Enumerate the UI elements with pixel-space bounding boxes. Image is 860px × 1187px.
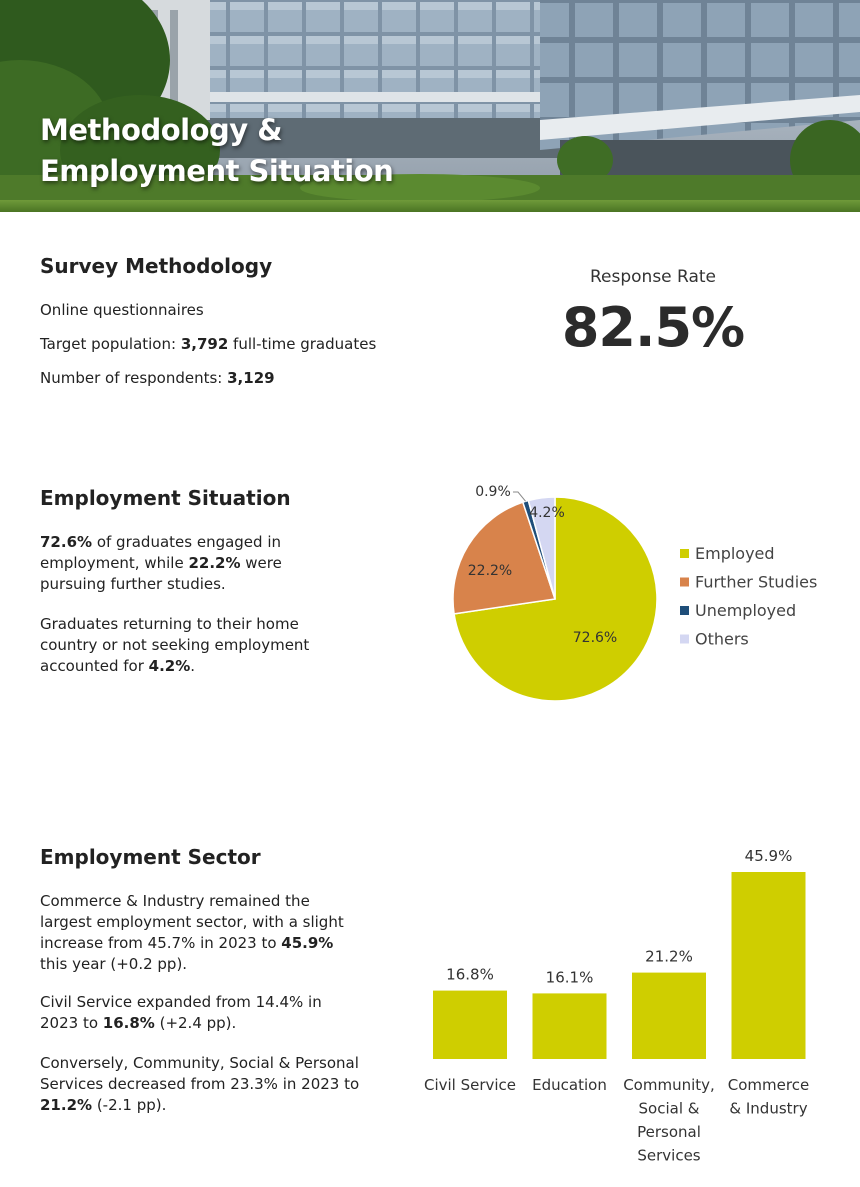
sector-paragraph-commerce: [40, 891, 360, 975]
employment-situation-heading: Employment Situation: [40, 486, 291, 510]
sector-text-1-end: this year (+0.2 pp).: [40, 955, 188, 973]
page-title-line2: Employment Situation: [40, 154, 394, 188]
pie-label-further-studies: 22.2%: [467, 563, 513, 579]
bar-civil-service: [433, 991, 507, 1059]
bar-chart-svg: [410, 836, 860, 1181]
bar-value-label-commerce-industry: 45.9%: [744, 847, 793, 865]
community-share: 21.2%: [40, 1096, 93, 1114]
pie-label-unemployed: 0.9%: [475, 484, 511, 500]
number-of-respondents: [40, 369, 275, 387]
employment-pie-chart: [440, 470, 860, 720]
legend-label-further-studies: Further Studies: [695, 572, 818, 592]
response-rate-label: Response Rate: [589, 267, 717, 287]
others-text: Graduates returning to their home country or not seeking employment accounted for: [40, 615, 310, 675]
bar-value-label-civil-service: 16.8%: [446, 965, 494, 984]
sector-paragraph-civil-service: [40, 992, 340, 1034]
employment-sector-heading: Employment Sector: [40, 845, 261, 869]
hero-banner: [0, 0, 860, 212]
sector-text-2-end: (+2.4 pp).: [154, 1014, 237, 1032]
employment-text-2: were pursuing further studies.: [40, 554, 282, 593]
bar-category-label-education: Education: [532, 1076, 607, 1094]
bar-value-label-community-social-personal-services: 21.2%: [645, 947, 693, 966]
bar-category-label-civil-service: Civil Service: [423, 1076, 517, 1094]
others-summary-paragraph: [40, 614, 330, 677]
respondents-value: 3,129: [227, 369, 275, 387]
employment-sector-bar-chart: [410, 836, 860, 1181]
page-title: [40, 110, 460, 192]
others-share: 4.2%: [148, 657, 191, 675]
employment-summary-paragraph: [40, 532, 320, 595]
bar-commerce-industry: [732, 872, 806, 1059]
legend-swatch-unemployed: [680, 606, 689, 615]
pie-label-employed: 72.6%: [572, 630, 618, 646]
employed-share: 72.6%: [40, 533, 93, 551]
legend-label-employed: Employed: [695, 544, 775, 563]
pie-label-others: 4.2%: [529, 505, 565, 521]
survey-mode: Online questionnaires: [40, 301, 204, 319]
legend-label-unemployed: Unemployed: [695, 601, 797, 620]
pie-chart-svg: [440, 470, 860, 720]
target-population-label: Target population:: [40, 335, 181, 353]
employment-text-1: of graduates engaged in employment, while: [40, 533, 281, 572]
bar-community-social-personal-services: [632, 973, 706, 1059]
bar-education: [533, 993, 607, 1059]
sector-text-3-end: (-2.1 pp).: [92, 1096, 167, 1114]
target-population-unit: full-time graduates: [228, 335, 377, 353]
sector-text-1: Commerce & Industry remained the largest employment sector, with a slight increase from 45.7% in 2023 to: [40, 892, 344, 952]
sector-text-3: Conversely, Community, Social & Personal Services decreased from 23.3% in 2023 to: [40, 1054, 360, 1093]
respondents-label: Number of respondents:: [40, 369, 228, 387]
target-population: [40, 335, 376, 353]
target-population-value: 3,792: [180, 335, 229, 353]
sector-text-2: Civil Service expanded from 14.4% in 2023 to: [40, 993, 322, 1032]
legend-swatch-employed: [680, 549, 689, 558]
response-rate-value: 82.5%: [561, 296, 745, 359]
legend-swatch-others: [680, 635, 689, 644]
bar-category-label-commerce-industry: Commerce & Industry: [727, 1076, 810, 1118]
bar-value-label-education: 16.1%: [545, 968, 594, 987]
legend-label-others: Others: [695, 629, 749, 649]
sector-paragraph-community: [40, 1053, 375, 1116]
pie-leader-line-unemployed: [513, 492, 526, 501]
further-studies-share: 22.2%: [188, 554, 241, 572]
others-text-end: .: [190, 657, 196, 675]
bar-category-label-community-social-personal-services: Community, Social & Personal Services: [623, 1076, 715, 1165]
civil-service-share: 16.8%: [102, 1014, 155, 1032]
survey-methodology-heading: Survey Methodology: [40, 254, 273, 278]
legend-swatch-further-studies: [680, 578, 689, 587]
page-title-line1: Methodology &: [40, 113, 283, 147]
commerce-share: 45.9%: [281, 934, 334, 952]
